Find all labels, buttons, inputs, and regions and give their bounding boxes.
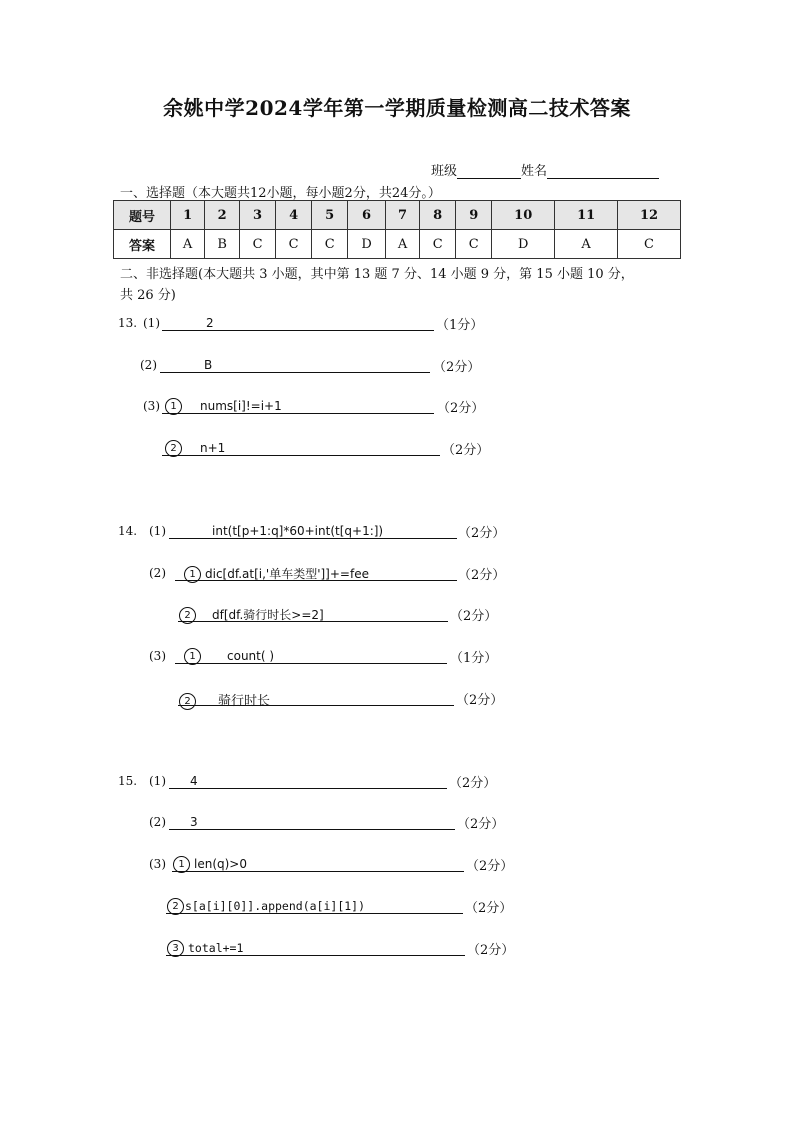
- circled-number-2: 2: [179, 607, 196, 624]
- q14-3b-answer: 2 骑行时长: [179, 690, 270, 710]
- table-row-answers: [114, 230, 681, 259]
- q15-3a-answer: 1 len(q)>0: [173, 856, 247, 873]
- circled-number-2: 2: [167, 898, 184, 915]
- class-label: 班级: [431, 164, 458, 179]
- table-cell: 6: [348, 201, 386, 230]
- q15-2-points: （2分）: [457, 817, 505, 832]
- q15-3a-points: （2分）: [466, 859, 514, 874]
- q13-2-answer-line: [160, 356, 430, 373]
- q15-3c-points: （2分）: [467, 943, 515, 958]
- q14-1-label: (1): [149, 524, 166, 538]
- circled-number-1: 1: [165, 398, 182, 415]
- q15-1-answer-line: [169, 772, 447, 789]
- section2-heading-line2: 共 26 分): [120, 288, 176, 303]
- q14-number: 14.: [118, 524, 138, 538]
- table-cell: 12: [618, 201, 681, 230]
- q15-3b-points: （2分）: [465, 901, 513, 916]
- table-cell: 9: [456, 201, 492, 230]
- table-cell: 8: [420, 201, 456, 230]
- q15-3b-answer: 2 s[a[i][0]].append(a[i][1]): [167, 898, 365, 915]
- circled-number-1: 1: [184, 648, 201, 665]
- row-label-number: 题号: [114, 201, 171, 230]
- q13-2-points: （2分）: [433, 360, 481, 375]
- q14-2a-answer: 1 dic[df.at[i,'单车类型']]+=fee: [184, 565, 369, 583]
- table-row-numbers: [114, 201, 681, 230]
- q14-2b-points: （2分）: [450, 609, 498, 624]
- table-cell: 7: [385, 201, 419, 230]
- circled-number-1: 1: [173, 856, 190, 873]
- table-cell: 1: [171, 201, 205, 230]
- table-cell: 3: [240, 201, 276, 230]
- q15-2-answer-line: [169, 813, 455, 830]
- row-label-answer: 答案: [114, 230, 171, 259]
- table-cell: A: [555, 230, 618, 259]
- name-field[interactable]: [547, 163, 659, 179]
- table-cell: 11: [555, 201, 618, 230]
- table-cell: 10: [492, 201, 555, 230]
- q14-1-answer: int(t[p+1:q]*60+int(t[q+1:]): [212, 524, 384, 538]
- table-cell: C: [456, 230, 492, 259]
- class-name-line: [431, 160, 659, 179]
- section1-heading: 一、选择题（本大题共12小题，每小题2分，共24分。）: [120, 186, 441, 201]
- table-cell: C: [276, 230, 312, 259]
- table-cell: A: [171, 230, 205, 259]
- circled-number-1: 1: [184, 566, 201, 583]
- q13-1-label: (1): [143, 316, 160, 330]
- q14-1-points: （2分）: [458, 526, 506, 541]
- page-title: 余姚中学2024学年第一学期质量检测高二技术答案: [163, 96, 631, 120]
- q14-3a-answer: 1 count( ): [184, 648, 274, 665]
- q15-1-label: (1): [149, 774, 166, 788]
- q14-3-label: (3): [149, 649, 166, 663]
- q13-1-answer: 2: [206, 316, 214, 330]
- circled-number-2: 2: [179, 693, 196, 710]
- q13-3a-answer: 1 nums[i]!=i+1: [165, 398, 282, 415]
- circled-number-2: 2: [165, 440, 182, 457]
- q14-2b-answer: 2 df[df.骑行时长>=2]: [179, 606, 324, 624]
- q15-1-answer: 4: [190, 774, 198, 788]
- name-label: 姓名: [521, 164, 548, 179]
- section2-heading-line1: 二、非选择题(本大题共 3 小题，其中第 13 题 7 分、14 小题 9 分，第 15 小题 10 分，: [120, 267, 634, 282]
- q14-3b-points: （2分）: [456, 693, 504, 708]
- q15-3-label: (3): [149, 857, 166, 871]
- q15-2-answer: 3: [190, 815, 198, 829]
- table-cell: C: [420, 230, 456, 259]
- table-cell: B: [205, 230, 240, 259]
- answer-table: [113, 200, 681, 259]
- q13-3b-points: （2分）: [442, 443, 490, 458]
- class-field[interactable]: [457, 163, 521, 179]
- table-cell: C: [240, 230, 276, 259]
- q13-2-answer: B: [204, 358, 213, 372]
- table-cell: D: [492, 230, 555, 259]
- table-cell: 2: [205, 201, 240, 230]
- q15-2-label: (2): [149, 815, 166, 829]
- table-cell: 4: [276, 201, 312, 230]
- table-cell: C: [618, 230, 681, 259]
- q13-number: 13.: [118, 316, 138, 330]
- table-cell: 5: [312, 201, 348, 230]
- q13-3b-answer: 2 n+1: [165, 440, 225, 457]
- q14-2-label: (2): [149, 566, 166, 580]
- circled-number-3: 3: [167, 940, 184, 957]
- q14-3a-points: （1分）: [450, 651, 498, 666]
- q15-3c-answer: 3 total+=1: [167, 940, 243, 957]
- table-cell: A: [385, 230, 419, 259]
- q13-3-label: (3): [143, 399, 160, 413]
- q13-3a-points: （2分）: [437, 401, 485, 416]
- q15-1-points: （2分）: [449, 776, 497, 791]
- q15-number: 15.: [118, 774, 138, 788]
- q14-2a-points: （2分）: [458, 568, 506, 583]
- q13-1-answer-line: [162, 314, 434, 331]
- q13-2-label: (2): [140, 358, 157, 372]
- table-cell: D: [348, 230, 386, 259]
- q13-1-points: （1分）: [436, 318, 484, 333]
- table-cell: C: [312, 230, 348, 259]
